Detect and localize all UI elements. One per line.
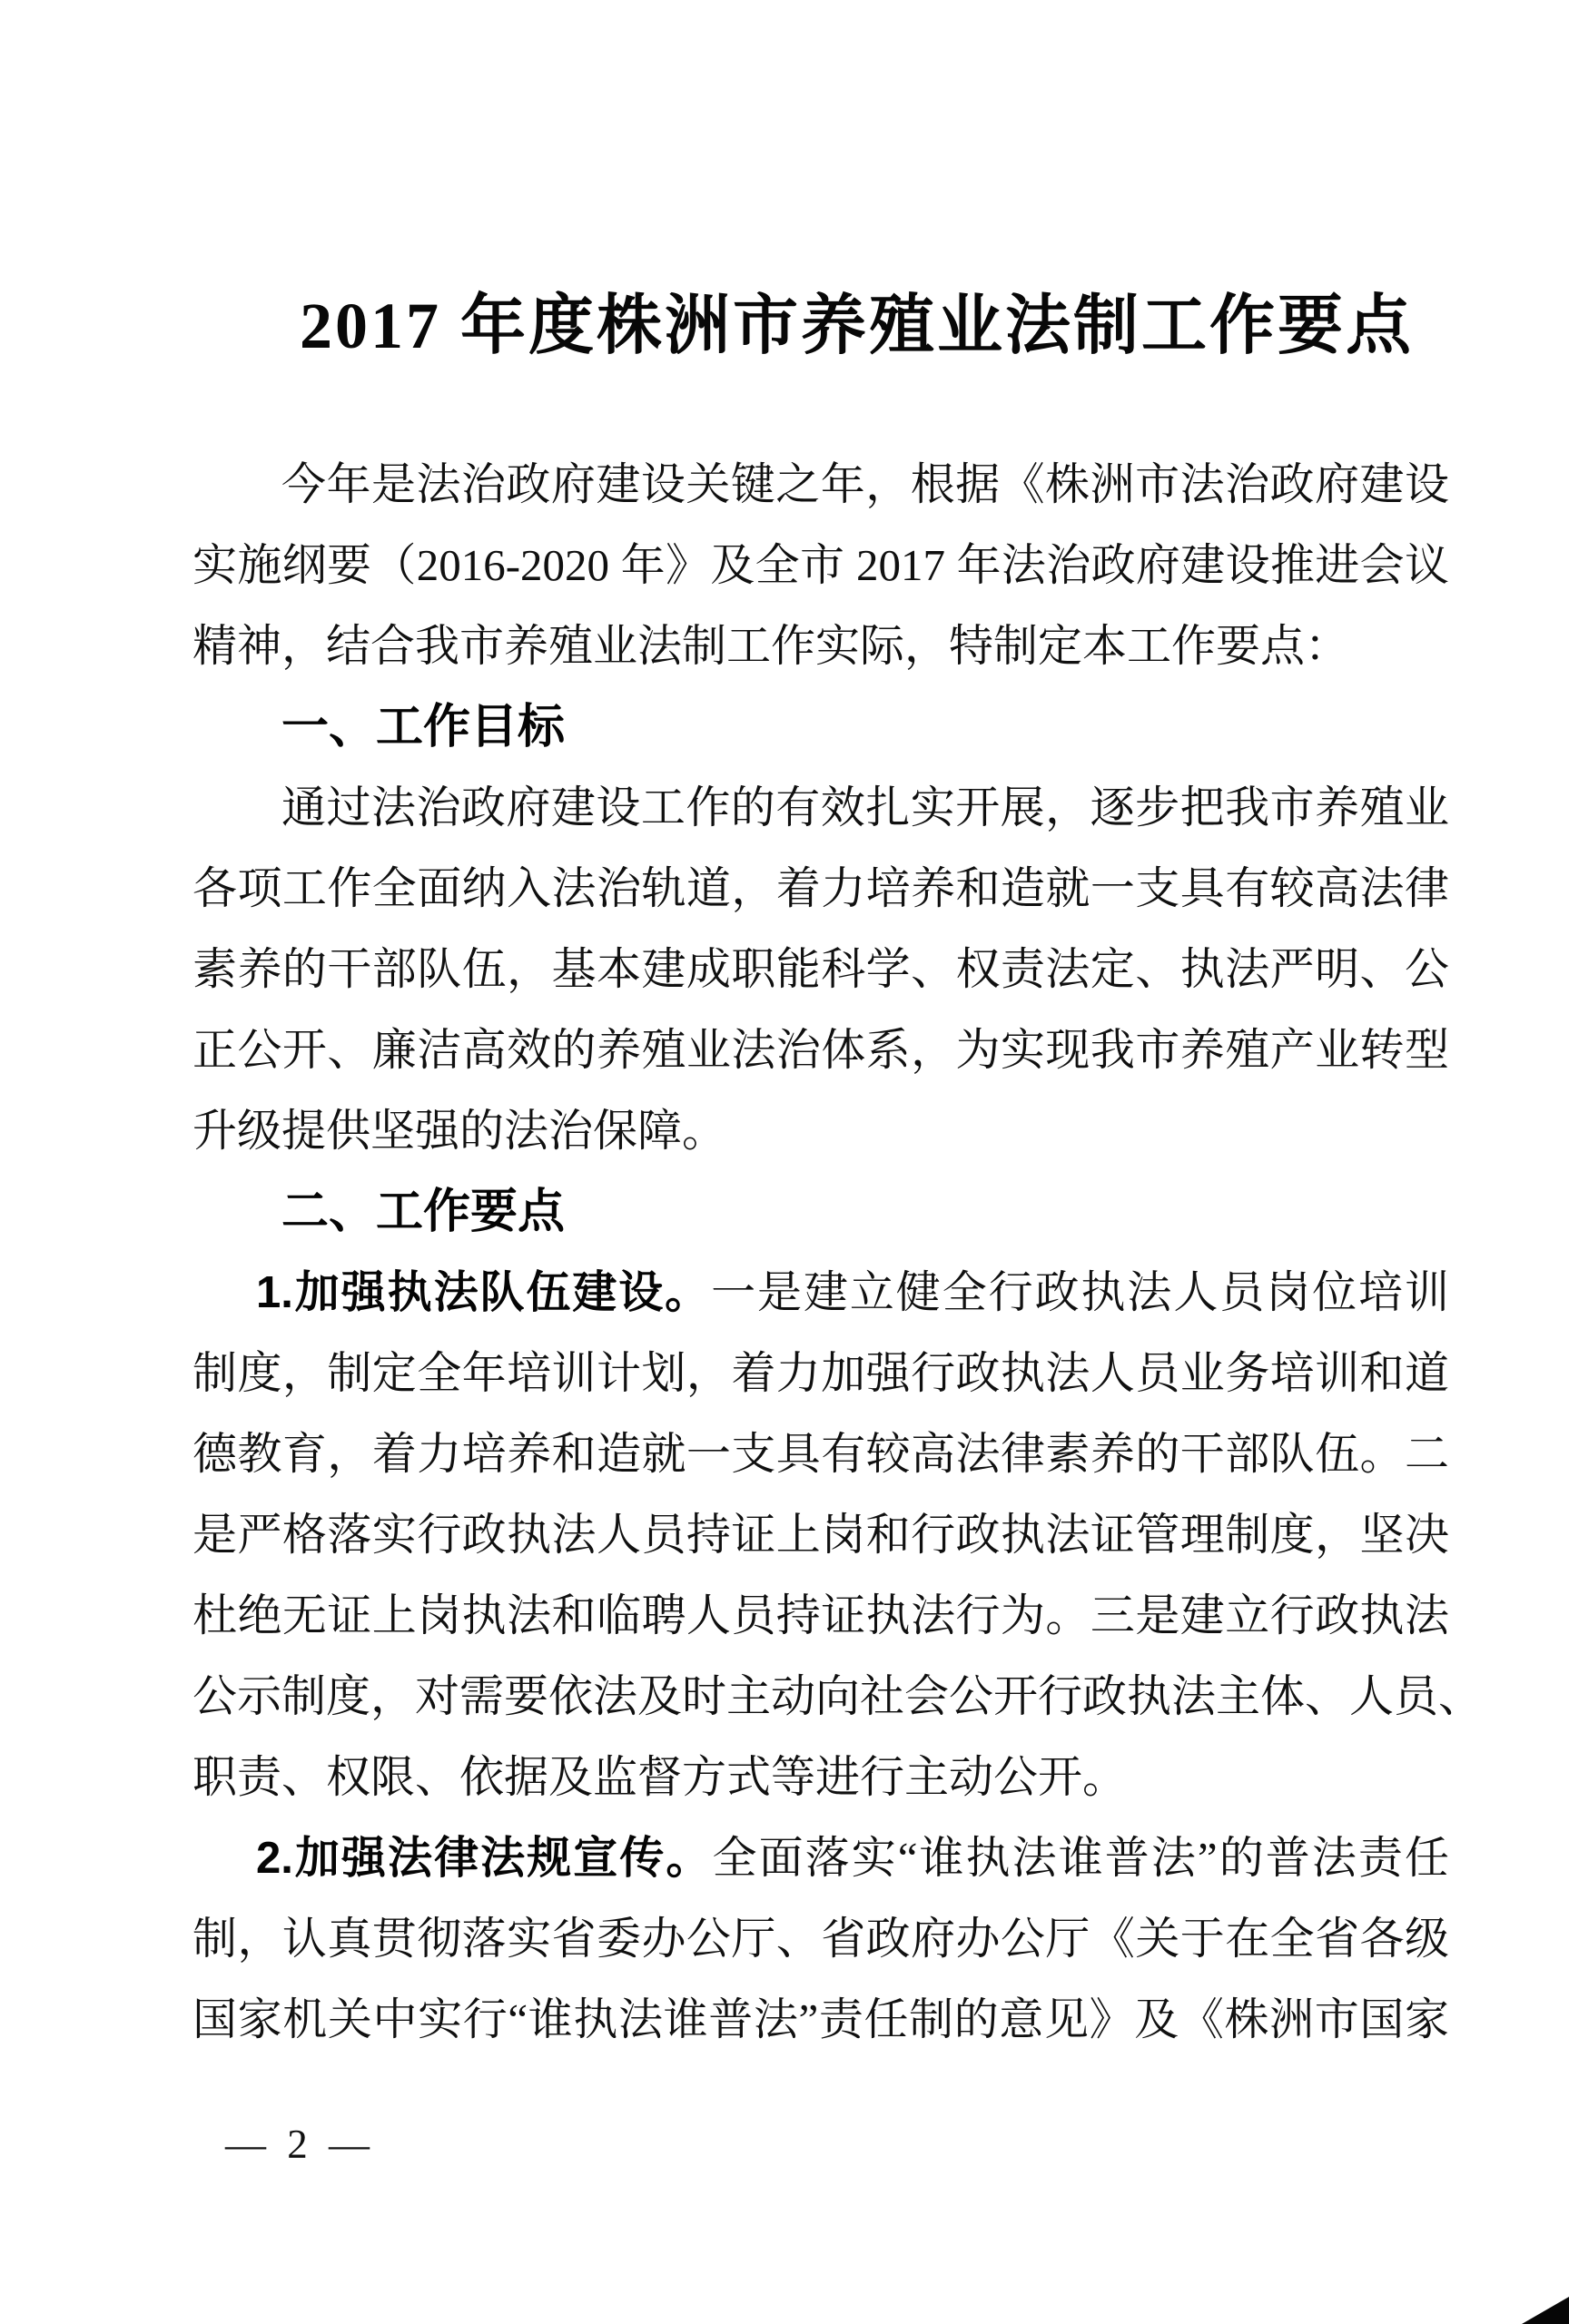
text-line: 杜绝无证上岗执法和临聘人员持证执法行为。三是建立行政执法 — [192, 1590, 1449, 1640]
text-line: 正公开、廉洁高效的养殖业法治体系，为实现我市养殖产业转型 — [192, 1025, 1449, 1075]
text-line: 今年是法治政府建设关键之年，根据《株洲市法治政府建设 — [281, 459, 1449, 509]
text-line: 国家机关中实行“谁执法谁普法”责任制的意见》及《株洲市国家 — [192, 1994, 1449, 2044]
run-in-heading: 2.加强法律法规宣传。 — [256, 1834, 713, 1883]
scan-corner-fold-mark — [1522, 2297, 1569, 2324]
text-line: 升级提供坚强的法治保障。 — [192, 1106, 727, 1156]
text-line: 实施纲要（2016-2020 年》及全市 2017 年法治政府建设推进会议 — [192, 540, 1449, 590]
section-heading-2: 二、工作要点 — [281, 1186, 566, 1238]
page-number: — 2 — — [225, 2122, 375, 2167]
section-heading-1: 一、工作目标 — [281, 701, 566, 753]
text-line: 制度，制定全年培训计划，着力加强行政执法人员业务培训和道 — [192, 1348, 1449, 1398]
text-line: 通过法治政府建设工作的有效扎实开展，逐步把我市养殖业 — [281, 783, 1449, 832]
text-line: 公示制度，对需要依法及时主动向社会公开行政执法主体、人员、 — [192, 1671, 1484, 1721]
document-title: 2017 年度株洲市养殖业法制工作要点 — [300, 290, 1415, 362]
text-line: 职责、权限、依据及监督方式等进行主动公开。 — [192, 1752, 1128, 1802]
text-line — [192, 1266, 1449, 1319]
text-line: 德教育，着力培养和造就一支具有较高法律素养的干部队伍。二 — [192, 1429, 1449, 1479]
text-line: 各项工作全面纳入法治轨道，着力培养和造就一支具有较高法律 — [192, 863, 1449, 913]
text-line: 制，认真贯彻落实省委办公厅、省政府办公厅《关于在全省各级 — [192, 1914, 1449, 1964]
text-line — [192, 1832, 1449, 1885]
text-run: 全面落实“谁执法谁普法”的普法责任 — [712, 1833, 1449, 1883]
run-in-heading: 1.加强执法队伍建设。 — [256, 1268, 712, 1317]
text-run: 一是建立健全行政执法人员岗位培训 — [711, 1267, 1449, 1317]
text-line: 素养的干部队伍，基本建成职能科学、权责法定、执法严明、公 — [192, 944, 1449, 994]
text-line: 精神，结合我市养殖业法制工作实际，特制定本工作要点： — [192, 621, 1350, 671]
text-line: 是严格落实行政执法人员持证上岗和行政执法证管理制度，坚决 — [192, 1510, 1449, 1560]
